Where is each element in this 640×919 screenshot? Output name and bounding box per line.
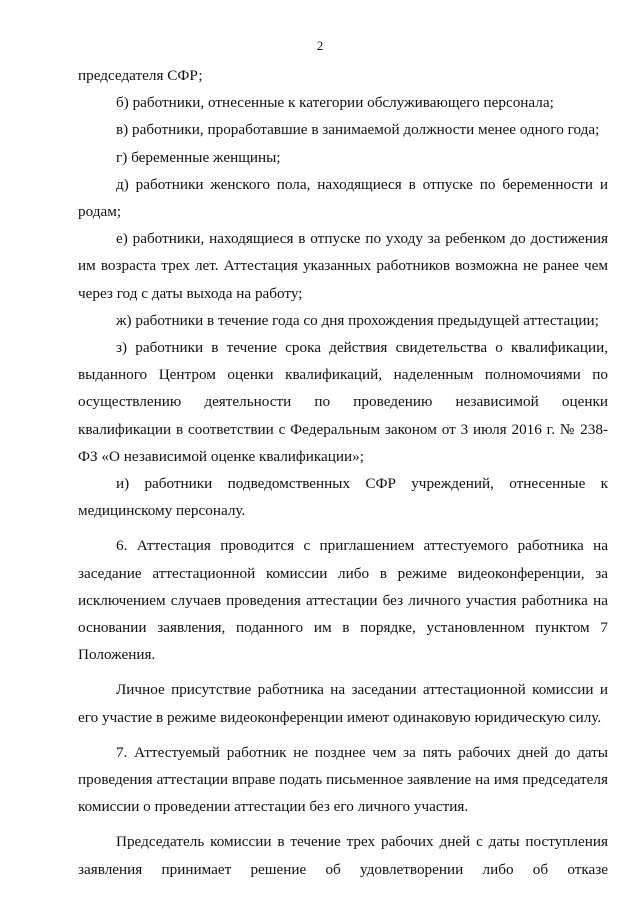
list-item-b: б) работники, отнесенные к категории обслуживающего персонала;	[116, 94, 554, 112]
clause-6-note: Личное присутствие работника на заседании аттестационной комиссии и его участие в режиме видеоконференции имеют одинаковую юридическую силу.	[78, 681, 608, 726]
list-item-v: в) работники, проработавшие в занимаемой должности менее одного года;	[116, 121, 600, 139]
list-item-z: з) работники в течение срока действия свидетельства о квалификации, выданного Центром оценки квалификаций, наделенным полномочиями по осуществлению деятельности по проведению независимой оценки квалификации в соответствии с Федеральным законом от 3 июля 2016 г. № 238-ФЗ «О независимой оценке квалификации»;	[78, 339, 608, 465]
list-item-g: г) беременные женщины;	[116, 148, 281, 166]
list-item-i: и) работники подведомственных СФР учреждений, отнесенные к медицинскому персоналу.	[78, 475, 608, 520]
document-body	[78, 62, 608, 883]
list-item-e: е) работники, находящиеся в отпуске по уходу за ребенком до достижения им возраста трех лет. Аттестация указанных работников возможна не ранее чем через год с даты выхода на работу;	[78, 230, 608, 302]
list-item-zh: ж) работники в течение года со дня прохождения предыдущей аттестации;	[116, 311, 599, 329]
clause-7-continuation: Председатель комиссии в течение трех рабочих дней с даты поступления заявления принимает решение об удовлетворении либо об отказе	[78, 833, 608, 878]
clause-6: 6. Аттестация проводится с приглашением аттестуемого работника на заседание аттестационной комиссии либо в режиме видеоконференции, за исключением случаев проведения аттестации без личного участия работника на основании заявления, поданного им в порядке, установленном пунктом 7 Положения.	[78, 537, 608, 664]
page-number: 2	[316, 38, 324, 53]
list-item-d: д) работники женского пола, находящиеся в отпуске по беременности и родам;	[78, 175, 608, 221]
clause-7: 7. Аттестуемый работник не позднее чем за пять рабочих дней до даты проведения аттестации вправе подать письменное заявление на имя председателя комиссии о проведении аттестации без его личного участия.	[78, 743, 608, 816]
paragraph-continuation: председателя СФР;	[78, 67, 203, 84]
